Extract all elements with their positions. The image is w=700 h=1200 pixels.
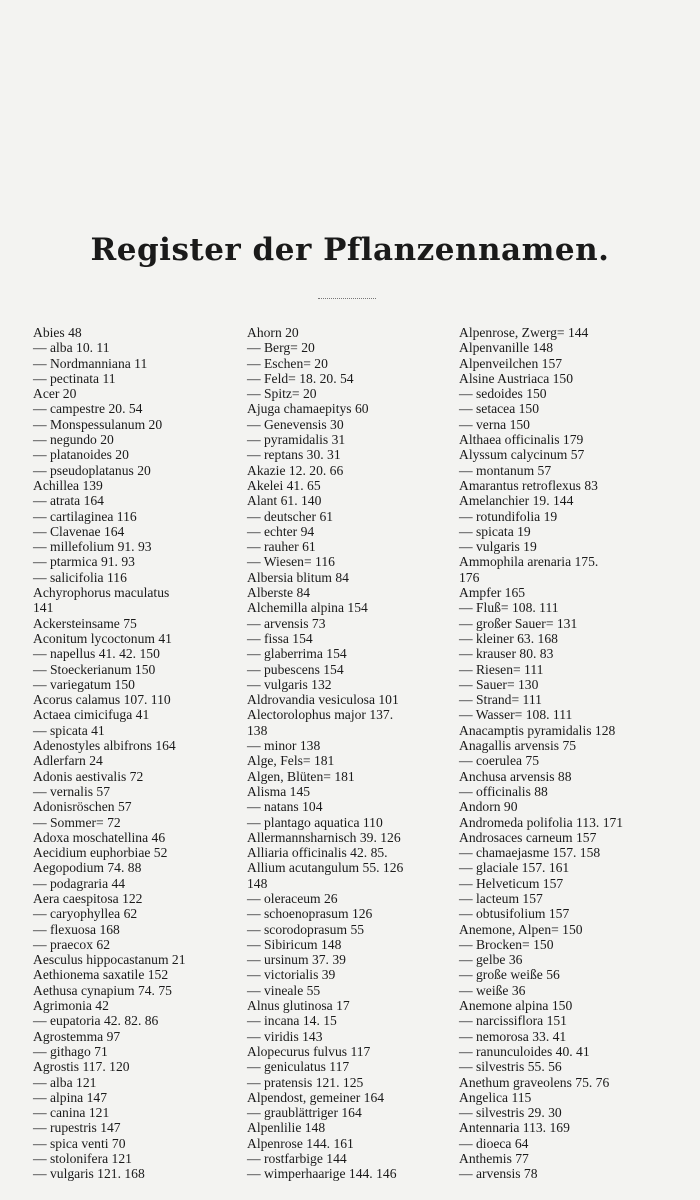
index-entry: — Fluß= 108. 111	[459, 600, 559, 616]
index-entry: — montanum 57	[459, 462, 552, 478]
index-entry: — incana 14. 15	[247, 1013, 337, 1029]
index-entry: — officinalis 88	[459, 783, 548, 799]
index-entry: — vulgaris 19	[459, 539, 537, 555]
index-entry: Aldrovandia vesiculosa 101	[247, 692, 399, 708]
index-entry: — canina 121	[33, 1105, 110, 1121]
index-entry: Ajuga chamaepitys 60	[247, 401, 369, 417]
index-entry: — reptans 30. 31	[247, 447, 341, 463]
index-entry: — Wasser= 108. 111	[459, 707, 573, 723]
index-entry: — atrata 164	[33, 493, 104, 509]
index-entry: — sedoides 150	[459, 386, 547, 402]
index-entry: — arvensis 78	[459, 1166, 538, 1182]
index-entry: — minor 138	[247, 738, 321, 754]
index-entry: — alpina 147	[33, 1089, 107, 1105]
index-entry: Androsaces carneum 157	[459, 829, 597, 845]
index-entry: Anemone, Alpen= 150	[459, 921, 583, 937]
index-entry: — rotundifolia 19	[459, 508, 558, 524]
index-entry: Alberste 84	[247, 585, 311, 601]
index-entry: — vulgaris 121. 168	[33, 1166, 145, 1182]
index-entry: — obtusifolium 157	[459, 906, 570, 922]
index-entry: Angelica 115	[459, 1089, 532, 1105]
index-entry: Agrimonia 42	[33, 998, 109, 1014]
index-entry: Achyrophorus maculatus	[33, 585, 170, 601]
index-entry: — weiße 36	[459, 982, 526, 998]
index-entry: — chamaejasme 157. 158	[459, 845, 601, 861]
index-entry: — ptarmica 91. 93	[33, 554, 135, 570]
index-entry: — spica venti 70	[33, 1135, 126, 1151]
index-entry: — großer Sauer= 131	[459, 615, 578, 631]
index-entry: Aethusa cynapium 74. 75	[33, 982, 172, 998]
index-entry: — vulgaris 132	[247, 676, 332, 692]
index-entry: — echter 94	[247, 523, 315, 539]
index-entry: — oleraceum 26	[247, 890, 338, 906]
index-entry: — wimperhaarige 144. 146	[247, 1166, 397, 1182]
index-entry: — Helveticum 157	[459, 875, 564, 891]
index-entry: — verna 150	[459, 416, 530, 432]
index-entry: 176	[459, 569, 480, 585]
index-entry: Agrostis 117. 120	[33, 1059, 130, 1075]
index-entry: Althaea officinalis 179	[459, 432, 584, 448]
index-entry: Ammophila arenaria 175.	[459, 554, 599, 570]
index-entry: — viridis 143	[247, 1028, 323, 1044]
index-entry: — Riesen= 111	[459, 661, 544, 677]
index-entry: Acorus calamus 107. 110	[33, 692, 171, 708]
index-entry: Achillea 139	[33, 477, 103, 493]
index-entry: Allermannsharnisch 39. 126	[247, 829, 401, 845]
index-entry: Ampfer 165	[459, 585, 526, 601]
index-entry: — krauser 80. 83	[459, 646, 554, 662]
index-column-3	[459, 325, 689, 1182]
index-entry: — negundo 20	[33, 432, 114, 448]
index-entry: — scorodoprasum 55	[247, 921, 365, 937]
index-entry: — rauher 61	[247, 539, 316, 555]
index-entry: Amarantus retroflexus 83	[459, 477, 598, 493]
index-entry: — schoenoprasum 126	[247, 906, 373, 922]
index-entry: Alliaria officinalis 42. 85.	[247, 845, 388, 861]
index-entry: — gelbe 36	[459, 952, 523, 968]
index-entry: Albersia blitum 84	[247, 569, 349, 585]
index-entry: Adonis aestivalis 72	[33, 768, 144, 784]
index-entry: — fissa 154	[247, 630, 313, 646]
index-entry: — praecox 62	[33, 936, 111, 952]
index-entry: — pubescens 154	[247, 661, 344, 677]
index-entry: — natans 104	[247, 799, 323, 815]
index-entry: — Brocken= 150	[459, 936, 554, 952]
index-entry: — vineale 55	[247, 982, 321, 998]
index-entry: Anacamptis pyramidalis 128	[459, 722, 616, 738]
index-entry: Allium acutangulum 55. 126	[247, 860, 404, 876]
index-entry: — Spitz= 20	[247, 386, 317, 402]
index-entry: Akelei 41. 65	[247, 477, 321, 493]
index-entry: 148	[247, 875, 268, 891]
index-entry: Anchusa arvensis 88	[459, 768, 572, 784]
index-entry: — alba 10. 11	[33, 340, 110, 356]
index-entry: Adonisröschen 57	[33, 799, 132, 815]
index-entry: — silvestris 29. 30	[459, 1105, 562, 1121]
index-entry: — setacea 150	[459, 401, 540, 417]
index-column-2	[247, 325, 451, 1182]
index-entry: Ahorn 20	[247, 325, 299, 340]
index-entry: Alpenrose, Zwerg= 144	[459, 325, 589, 340]
index-entry: — spicata 41	[33, 722, 105, 738]
index-entry: 138	[247, 722, 268, 738]
index-entry: Alpenveilchen 157	[459, 355, 563, 371]
title-divider	[318, 298, 376, 299]
index-entry: Adlerfarn 24	[33, 753, 103, 769]
index-entry: Andromeda polifolia 113. 171	[459, 814, 624, 830]
index-entry: Alpendost, gemeiner 164	[247, 1089, 385, 1105]
index-entry: — arvensis 73	[247, 615, 326, 631]
index-entry: — millefolium 91. 93	[33, 539, 152, 555]
index-entry: Aethionema saxatile 152	[33, 967, 169, 983]
index-entry: — plantago aquatica 110	[247, 814, 383, 830]
index-entry: Agrostemma 97	[33, 1028, 121, 1044]
index-entry: Alyssum calycinum 57	[459, 447, 585, 463]
index-entry: — dioeca 64	[459, 1135, 529, 1151]
index-entry: — rupestris 147	[33, 1120, 121, 1136]
index-entry: — glaberrima 154	[247, 646, 347, 662]
index-entry: — napellus 41. 42. 150	[33, 646, 160, 662]
index-entry: — pseudoplatanus 20	[33, 462, 151, 478]
index-entry: Alant 61. 140	[247, 493, 322, 509]
index-entry: Alectorolophus major 137.	[247, 707, 394, 723]
index-entry: — lacteum 157	[459, 890, 543, 906]
index-entry: — stolonifera 121	[33, 1151, 132, 1167]
index-entry: — alba 121	[33, 1074, 97, 1090]
index-entry: — campestre 20. 54	[33, 401, 143, 417]
index-entry: Alsine Austriaca 150	[459, 370, 574, 386]
index-entry: Anthemis 77	[459, 1151, 529, 1167]
index-entry: Alopecurus fulvus 117	[247, 1043, 371, 1059]
index-entry: — Strand= 111	[459, 692, 542, 708]
index-entry: — salicifolia 116	[33, 569, 127, 585]
index-entry: Acer 20	[33, 386, 77, 402]
index-entry: Aesculus hippocastanum 21	[33, 952, 186, 968]
index-entry: — deutscher 61	[247, 508, 334, 524]
index-entry: Algen, Blüten= 181	[247, 768, 355, 784]
index-entry: — Sauer= 130	[459, 676, 539, 692]
index-entry: — cartilaginea 116	[33, 508, 137, 524]
index-entry: Abies 48	[33, 325, 82, 340]
index-entry: 141	[33, 600, 54, 616]
index-entry: — Clavenae 164	[33, 523, 125, 539]
index-entry: — pratensis 121. 125	[247, 1074, 364, 1090]
index-entry: Alchemilla alpina 154	[247, 600, 368, 616]
index-entry: — caryophyllea 62	[33, 906, 138, 922]
index-entry: — Stoeckerianum 150	[33, 661, 156, 677]
index-entry: — spicata 19	[459, 523, 531, 539]
index-entry: — pectinata 11	[33, 370, 116, 386]
index-entry: Antennaria 113. 169	[459, 1120, 570, 1136]
index-entry: — geniculatus 117	[247, 1059, 350, 1075]
index-entry: Akazie 12. 20. 66	[247, 462, 344, 478]
index-entry: — Eschen= 20	[247, 355, 328, 371]
index-entry: Adenostyles albifrons 164	[33, 738, 176, 754]
index-entry: Anagallis arvensis 75	[459, 738, 577, 754]
index-entry: Alpenrose 144. 161	[247, 1135, 354, 1151]
index-entry: — Berg= 20	[247, 340, 315, 356]
index-entry: — Wiesen= 116	[247, 554, 335, 570]
index-entry: — pyramidalis 31	[247, 432, 346, 448]
index-entry: — silvestris 55. 56	[459, 1059, 562, 1075]
index-entry: Aconitum lycoctonum 41	[33, 630, 172, 646]
index-entry: — podagraria 44	[33, 875, 126, 891]
index-column-1	[33, 325, 241, 1182]
index-entry: Alge, Fels= 181	[247, 753, 335, 769]
index-entry: Anemone alpina 150	[459, 998, 573, 1014]
index-entry: Aegopodium 74. 88	[33, 860, 142, 876]
index-entry: — ursinum 37. 39	[247, 952, 346, 968]
index-entry: — vernalis 57	[33, 783, 111, 799]
index-entry: Actaea cimicifuga 41	[33, 707, 150, 723]
index-entry: — ranunculoides 40. 41	[459, 1043, 590, 1059]
index-entry: — große weiße 56	[459, 967, 560, 983]
index-entry: — coerulea 75	[459, 753, 540, 769]
index-entry: — nemorosa 33. 41	[459, 1028, 567, 1044]
index-entry: — Genevensis 30	[247, 416, 344, 432]
index-entry: — Sibiricum 148	[247, 936, 342, 952]
index-entry: Aera caespitosa 122	[33, 890, 143, 906]
index-entry: — githago 71	[33, 1043, 108, 1059]
index-entry: Ackersteinsame 75	[33, 615, 137, 631]
index-entry: Amelanchier 19. 144	[459, 493, 574, 509]
index-entry: — victorialis 39	[247, 967, 336, 983]
index-entry: Andorn 90	[459, 799, 518, 815]
index-entry: Alpenvanille 148	[459, 340, 554, 356]
page-title: Register der Pflanzennamen.	[90, 232, 610, 268]
index-entry: Alisma 145	[247, 783, 311, 799]
index-entry: — platanoides 20	[33, 447, 129, 463]
index-entry: — flexuosa 168	[33, 921, 120, 937]
index-entry: — variegatum 150	[33, 676, 135, 692]
index-entry: — kleiner 63. 168	[459, 630, 558, 646]
index-entry: Adoxa moschatellina 46	[33, 829, 166, 845]
index-entry: Anethum graveolens 75. 76	[459, 1074, 610, 1090]
index-entry: — Feld= 18. 20. 54	[247, 370, 354, 386]
index-entry: — eupatoria 42. 82. 86	[33, 1013, 159, 1029]
index-entry: Aecidium euphorbiae 52	[33, 845, 168, 861]
index-entry: — glaciale 157. 161	[459, 860, 570, 876]
index-entry: — Monspessulanum 20	[33, 416, 163, 432]
index-entry: — Nordmanniana 11	[33, 355, 148, 371]
index-entry: — graublättriger 164	[247, 1105, 362, 1121]
index-entry: — narcissiflora 151	[459, 1013, 567, 1029]
index-entry: Alnus glutinosa 17	[247, 998, 350, 1014]
index-entry: Alpenlilie 148	[247, 1120, 326, 1136]
index-entry: — rostfarbige 144	[247, 1151, 347, 1167]
index-entry: — Sommer= 72	[33, 814, 121, 830]
